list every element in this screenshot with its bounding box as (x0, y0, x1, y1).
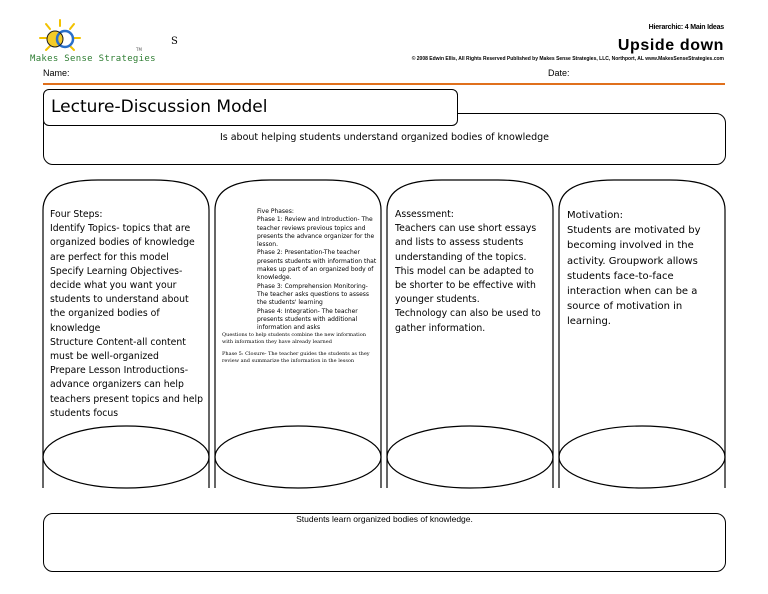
column-1-oval (43, 426, 209, 488)
column-1-text: Four Steps: Identify Topics- topics that are organized bodies of knowledge are perfect for this model Specify Learning Objectives- decide what you want your students to understand about the organized bodies of knowledge Structure Content-all content must be well-organized Prepare Lesson Introductions- advance organizers can help teachers present topics and help students focus (50, 209, 203, 419)
hierarchic-label: Hierarchic: 4 Main Ideas (648, 24, 724, 31)
s-mark: S (171, 36, 178, 47)
page-title: Lecture-Discussion Model (51, 97, 268, 117)
copyright-text: © 2008 Edwin Ellis, All Rights Reserved Published by Makes Sense Strategies, LLC, Northport, AL www.MakesSenseStrategies.com (411, 56, 724, 62)
summary-text: Students learn organized bodies of knowledge. (296, 514, 473, 524)
column-3-text: Assessment: Teachers can use short essays and lists to assess students understanding of the topics. This model can be adapted to be shorter to be effective with younger students. Technology can also be used to gather information. (395, 209, 541, 334)
summary-box (43, 513, 726, 572)
organizer-name: Upside down (617, 37, 724, 54)
column-2-oval (215, 426, 381, 488)
column-2-serif-text-2: Phase 5: Closure- The teacher guides the students as they review and summarize the information in the lesson (222, 351, 370, 364)
column-2-text: Five Phases: Phase 1: Review and Introduction- The teacher reviews previous topics and presents the advance organizer for the lesson. Phase 2: Presentation-The teacher presents students with information that makes up part of an organized body of knowledge. Phase 3: Comprehension Monitoring- The teacher asks questions to assess the students' learning Phase 4: Integration- The teacher presents students with additional information and asks (257, 208, 377, 332)
column-2-content (222, 208, 378, 364)
column-4-text: Motivation: Students are motivated by becoming involved in the activity. Groupwork allows students face-to-face interaction when can be a source of motivation in learning. (567, 210, 701, 328)
column-3-oval (387, 426, 553, 488)
column-2-serif-text-1: Questions to help students combine the new information with information they have already learned (222, 332, 366, 345)
column-4-oval (559, 426, 725, 488)
trademark-mark: TM (136, 47, 142, 52)
name-label: Name: (43, 68, 70, 78)
logo-text: Makes Sense Strategies (30, 54, 156, 64)
date-label: Date: (548, 68, 570, 78)
main-idea-text: Is about helping students understand organized bodies of knowledge (219, 132, 550, 143)
